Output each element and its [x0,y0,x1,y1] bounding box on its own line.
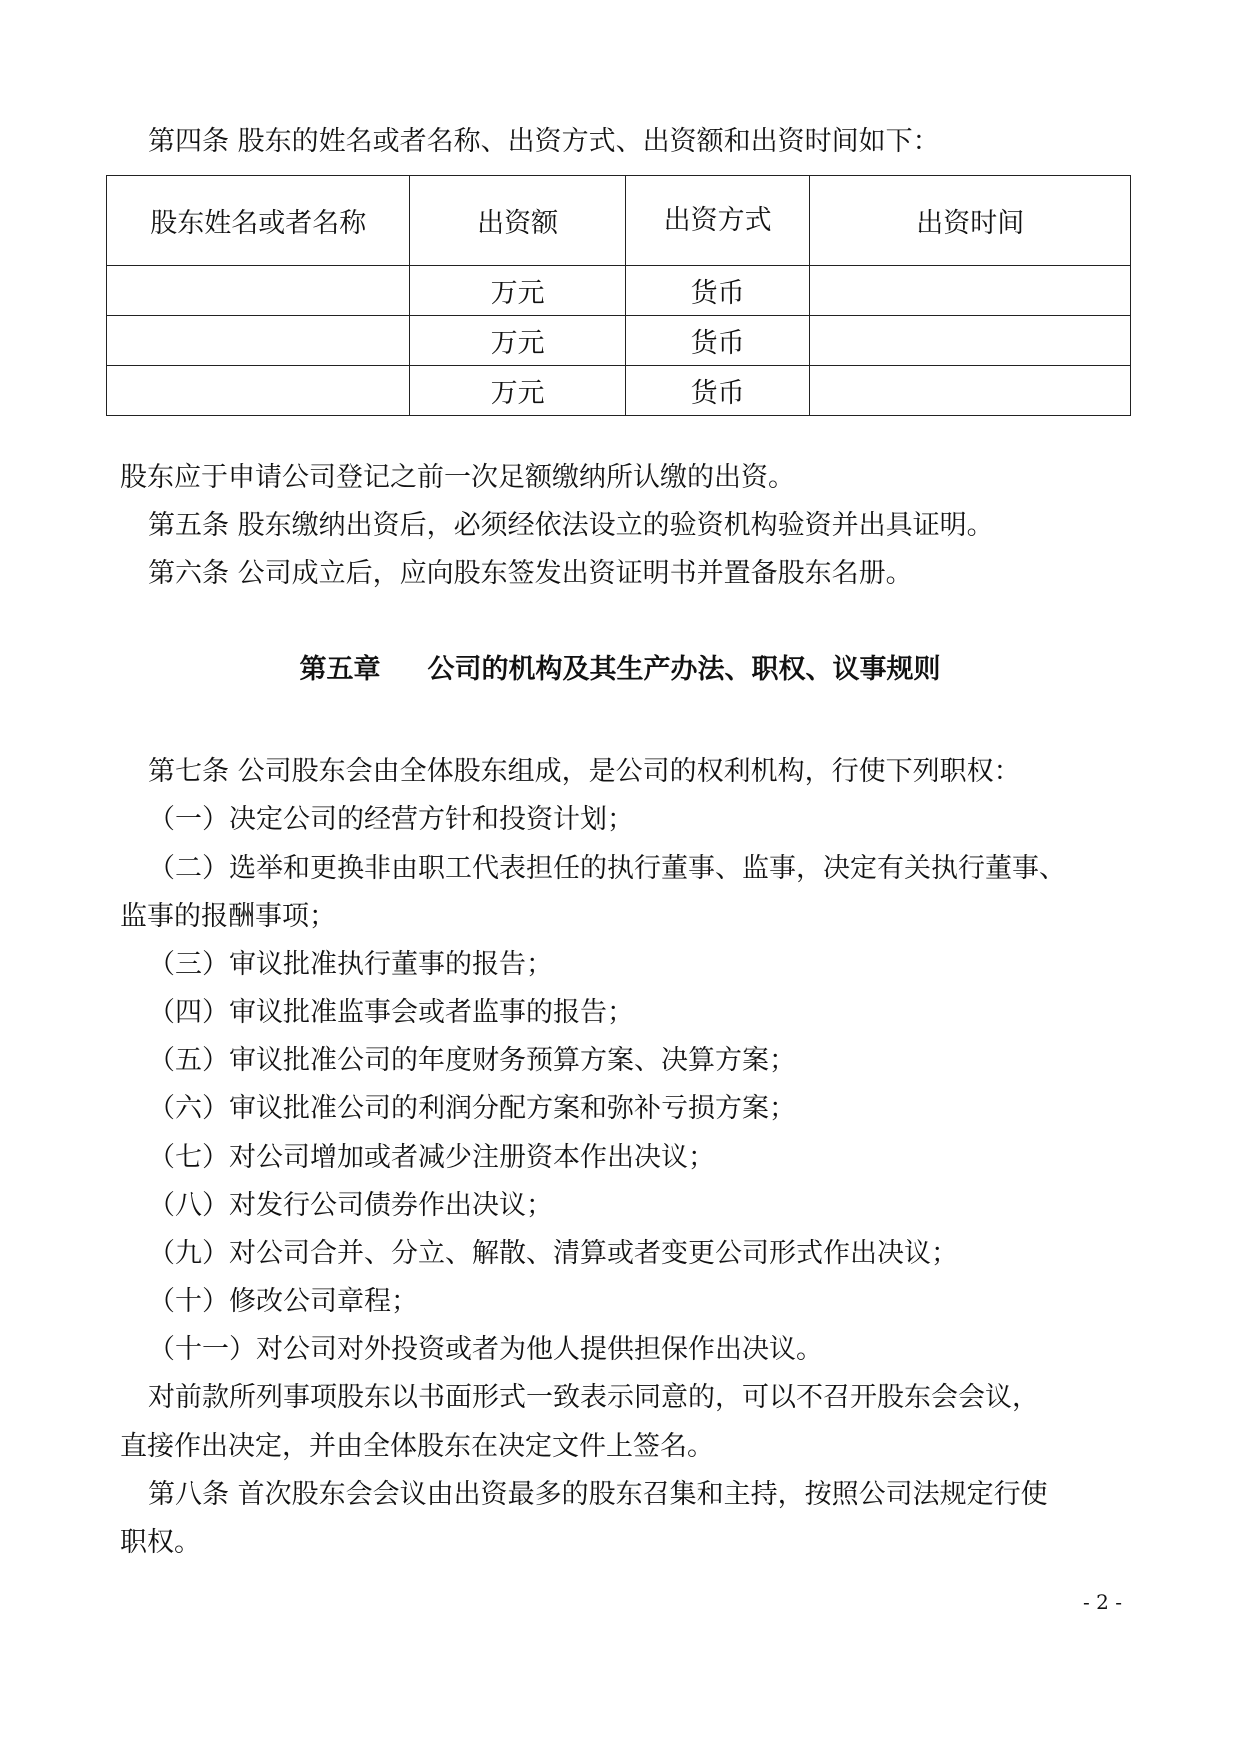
table-cell [810,316,1131,366]
table-cell: 万元 [410,316,625,366]
article-7-intro: 第七条 公司股东会由全体股东组成，是公司的权利机构，行使下列职权： [148,756,1021,787]
article-6-text: 第六条 公司成立后，应向股东签发出资证明书并置备股东名册。 [148,558,913,589]
article-7-item: （八）对发行公司债券作出决议； [148,1190,553,1221]
chapter-heading: 第五章 公司的机构及其生产办法、职权、议事规则 [299,654,941,685]
article-5-text: 第五条 股东缴纳出资后，必须经依法设立的验资机构验资并出具证明。 [148,510,994,541]
article-7-item: （六）审议批准公司的利润分配方案和弥补亏损方案； [148,1093,796,1124]
article-7-item: （十）修改公司章程； [148,1286,418,1317]
paragraph-after-table: 股东应于申请公司登记之前一次足额缴纳所认缴的出资。 [120,462,795,493]
table-cell: 万元 [410,366,625,416]
article-8-continued: 职权。 [120,1527,201,1558]
article-7-item: （五）审议批准公司的年度财务预算方案、决算方案； [148,1045,796,1076]
article-7-item: （七）对公司增加或者减少注册资本作出决议； [148,1142,715,1173]
article-4-text: 第四条 股东的姓名或者名称、出资方式、出资额和出资时间如下： [148,126,940,157]
article-7-closing: 对前款所列事项股东以书面形式一致表示同意的，可以不召开股东会会议， [148,1382,1039,1413]
header-time: 出资时间 [810,176,1131,266]
table-cell: 货币 [625,266,810,316]
table-row [107,266,1131,316]
table-header-row [107,176,1131,266]
article-7-item: （四）审议批准监事会或者监事的报告； [148,997,634,1028]
table-row [107,366,1131,416]
article-7-item-continued: 监事的报酬事项； [120,901,336,932]
table-cell [810,266,1131,316]
article-7-item: （一）决定公司的经营方针和投资计划； [148,804,634,835]
article-7-item: （十一）对公司对外投资或者为他人提供担保作出决议。 [148,1334,823,1365]
header-name: 股东姓名或者名称 [107,176,410,266]
page-number: - 2 - [1083,1590,1122,1614]
table-cell: 货币 [625,366,810,416]
shareholder-table [106,175,1131,416]
article-7-item: （二）选举和更换非由职工代表担任的执行董事、监事，决定有关执行董事、 [148,853,1066,884]
table-cell: 万元 [410,266,625,316]
article-8-text: 第八条 首次股东会会议由出资最多的股东召集和主持，按照公司法规定行使 [148,1479,1048,1510]
article-7-item: （三）审议批准执行董事的报告； [148,949,553,980]
table-cell [810,366,1131,416]
table-cell [107,266,410,316]
table-row [107,316,1131,366]
table-cell [107,316,410,366]
table-cell: 货币 [625,316,810,366]
article-7-closing-continued: 直接作出决定，并由全体股东在决定文件上签名。 [120,1431,714,1462]
header-amount: 出资额 [410,176,625,266]
table-cell [107,366,410,416]
article-7-item: （九）对公司合并、分立、解散、清算或者变更公司形式作出决议； [148,1238,958,1269]
header-method: 出资方式 [625,176,810,266]
